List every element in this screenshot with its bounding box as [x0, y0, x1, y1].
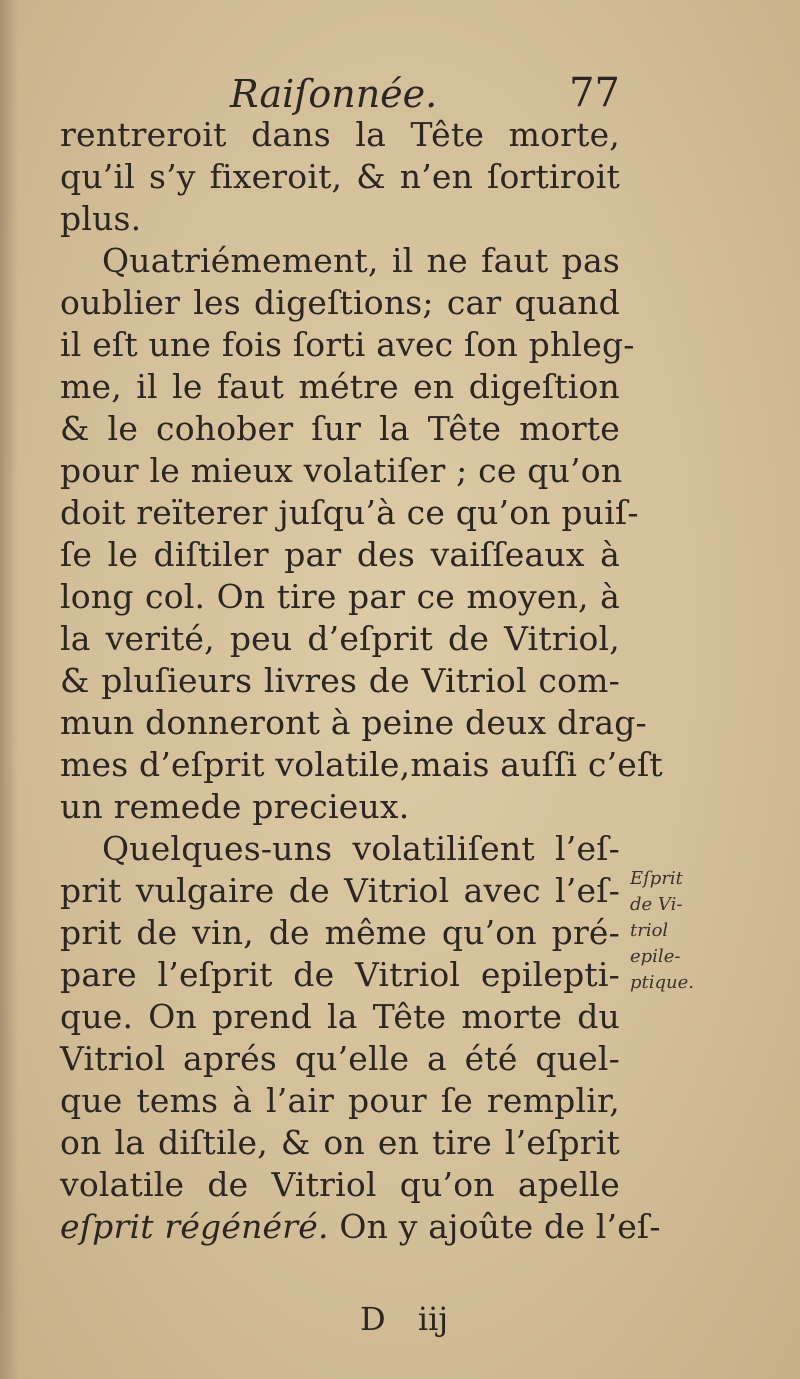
text-line: pour le mieux volatiſer ; ce qu’on	[60, 451, 623, 490]
margin-note-line: epile-	[630, 946, 681, 967]
text-line: me, il le faut métre en digeſtion	[60, 367, 620, 406]
text-line: Vitriol aprés qu’elle a été quel-	[60, 1039, 620, 1078]
text-line: ſe le diſtiler par des vaiſſeaux à	[60, 535, 620, 574]
text-line: prit de vin, de même qu’on pré-	[60, 913, 620, 952]
final-text-line	[60, 1206, 661, 1248]
text-line: que. On prend la Tête morte du	[60, 997, 620, 1036]
margin-note-line: de Vi-	[630, 894, 683, 915]
text-line: volatile de Vitriol qu’on apelle	[60, 1165, 620, 1204]
signature-mark: D iij	[360, 1300, 449, 1338]
text-line: plus.	[60, 199, 142, 238]
text-line: il eſt une fois ſorti avec ſon phleg-	[60, 325, 635, 364]
text-line: prit vulgaire de Vitriol avec l’eſ-	[60, 871, 620, 910]
text-line: la verité, peu d’eſprit de Vitriol,	[60, 619, 620, 658]
text-line: pare l’eſprit de Vitriol epilepti-	[60, 955, 620, 994]
text-line: rentreroit dans la Tête morte,	[60, 115, 620, 154]
paragraph-start-line: Quelques-uns volatiliſent l’eſ-	[102, 829, 620, 868]
text-line: oublier les digeſtions; car quand	[60, 283, 620, 322]
text-line: mes d’eſprit volatile,mais auſſi c’eſt	[60, 745, 663, 784]
margin-note-line: triol	[630, 920, 669, 941]
text-line: mun donneront à peine deux drag-	[60, 703, 647, 742]
italic-term: eſprit régénéré.	[60, 1207, 329, 1246]
text-line: qu’il s’y fixeroit, & n’en ſortiroit	[60, 157, 620, 196]
text-line: & le cohober ſur la Tête morte	[60, 409, 620, 448]
body-text	[60, 114, 663, 1248]
text-line: long col. On tire par ce moyen, à	[60, 577, 620, 616]
text-line: un remede precieux.	[60, 787, 410, 826]
margin-note-line: ptique.	[630, 972, 695, 993]
margin-note-line: Eſprit	[630, 868, 683, 889]
margin-note	[630, 866, 720, 996]
paragraph-start-line: Quatriémement, il ne faut pas	[102, 241, 620, 280]
text-line: on la diſtile, & on en tire l’eſprit	[60, 1123, 620, 1162]
text-line: & pluſieurs livres de Vitriol com-	[60, 661, 620, 700]
text-line: que tems à l’air pour ſe remplir,	[60, 1081, 620, 1120]
final-line-rest: On y ajoûte de l’eſ-	[328, 1207, 661, 1246]
text-line: doit reïterer juſqu’à ce qu’on puiſ-	[60, 493, 639, 532]
running-title: Raiſonnée.	[230, 72, 438, 116]
page-number: 77	[569, 70, 620, 116]
